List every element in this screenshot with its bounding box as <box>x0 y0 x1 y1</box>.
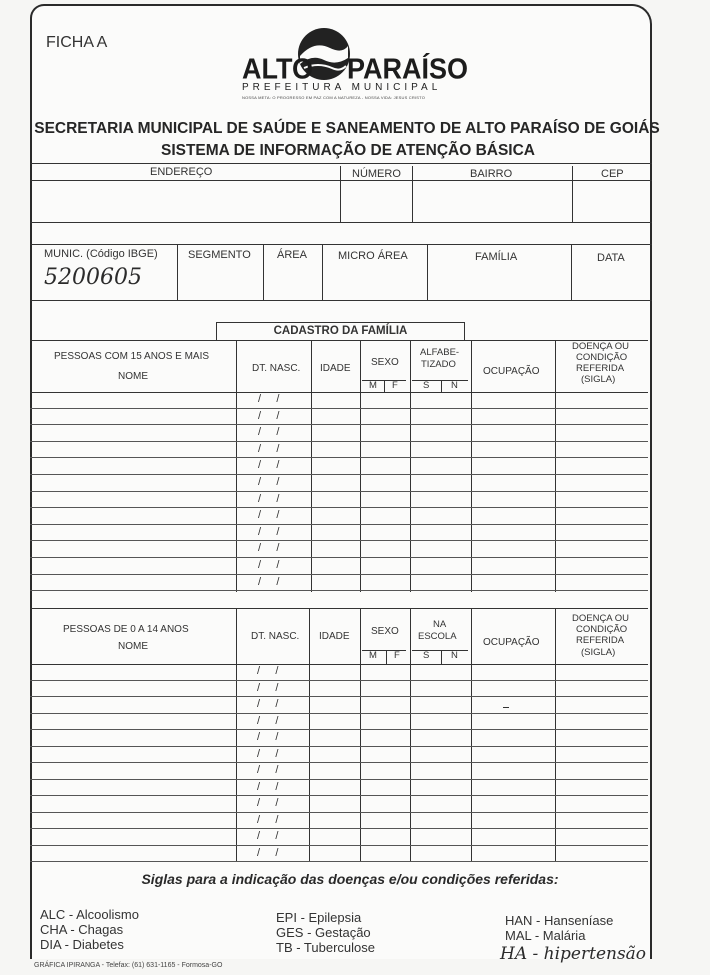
legend-item-cha: CHA - Chagas <box>40 922 124 937</box>
adults-dtnasc-label: DT. NASC. <box>252 363 301 374</box>
children-s-label: S <box>423 650 430 661</box>
adult-row[interactable] <box>30 475 648 492</box>
child-row[interactable] <box>30 780 648 797</box>
adult-row[interactable] <box>30 492 648 509</box>
divider <box>386 650 387 664</box>
adults-alfa-label-2: TIZADO <box>421 359 456 370</box>
adults-f-label: F <box>392 380 398 391</box>
adult-date-mark: / / <box>258 426 280 439</box>
child-date-mark: / / <box>257 797 279 809</box>
logo-subtitle: PREFEITURA MUNICIPAL <box>242 82 442 93</box>
children-f-label: F <box>394 650 400 661</box>
logo-word-alto: ALTO <box>242 53 313 85</box>
adults-n-label: N <box>451 380 458 391</box>
logo-word-paraiso: PARAÍSO <box>347 53 469 85</box>
adult-date-mark: / / <box>258 409 280 422</box>
child-date-mark: / / <box>257 731 279 743</box>
children-doenca-label-4: (SIGLA) <box>581 647 616 658</box>
child-date-mark: / / <box>257 698 279 710</box>
familia-label: FAMÍLIA <box>475 251 518 263</box>
children-escola-label-2: ESCOLA <box>418 631 457 642</box>
child-row[interactable] <box>30 846 648 863</box>
children-ocupacao-label: OCUPAÇÃO <box>483 637 540 648</box>
child-row[interactable] <box>30 747 648 764</box>
legend-item-dia: DIA - Diabetes <box>40 937 124 952</box>
adult-row[interactable] <box>30 508 648 525</box>
adult-date-mark: / / <box>258 509 280 522</box>
legend-item-mal: MAL - Malária <box>505 928 586 943</box>
stray-dash <box>503 707 509 708</box>
adult-row[interactable] <box>30 541 648 558</box>
children-doenca-label-1: DOENÇA OU <box>572 613 630 624</box>
child-date-mark: / / <box>257 714 279 727</box>
adults-ocupacao-label: OCUPAÇÃO <box>483 366 540 377</box>
adults-pessoas-label: PESSOAS COM 15 ANOS E MAIS <box>54 351 210 362</box>
cadastro-title: CADASTRO DA FAMÍLIA <box>273 325 408 337</box>
divider <box>427 244 428 300</box>
divider <box>30 300 652 301</box>
divider <box>412 380 468 381</box>
legend-title: Siglas para a indicação das doenças e/ou condições referidas: <box>141 871 559 887</box>
adult-row[interactable] <box>30 558 648 575</box>
adult-row[interactable] <box>30 442 648 459</box>
children-sexo-label: SEXO <box>371 626 399 637</box>
children-n-label: N <box>451 650 458 661</box>
adult-date-mark: / / <box>258 393 280 405</box>
logo-motto: NOSSA META: O PROGRESSO EM PAZ COM A NATUREZA - NOSSA VIDA: JESUS CRISTO <box>242 95 426 100</box>
children-idade-label: IDADE <box>319 631 350 642</box>
child-row[interactable] <box>30 714 648 731</box>
divider <box>30 244 652 245</box>
adults-s-label: S <box>423 380 430 391</box>
child-date-mark: / / <box>257 813 279 826</box>
adult-date-mark: / / <box>258 442 280 455</box>
numero-field[interactable] <box>341 181 411 221</box>
adults-idade-label: IDADE <box>320 363 351 374</box>
cep-field[interactable] <box>573 181 651 221</box>
adult-date-mark: / / <box>258 459 280 472</box>
micro-area-label: MICRO ÁREA <box>338 250 408 262</box>
adults-alfa-label-1: ALFABE- <box>420 347 460 358</box>
numero-label: NÚMERO <box>352 168 401 180</box>
adult-date-mark: / / <box>258 492 280 505</box>
divider <box>177 244 178 300</box>
form-subtitle: SISTEMA DE INFORMAÇÃO DE ATENÇÃO BÁSICA <box>160 142 535 159</box>
adult-date-mark: / / <box>258 525 280 538</box>
children-dtnasc-label: DT. NASC. <box>251 631 300 642</box>
children-m-label: M <box>369 650 377 661</box>
legend-item-alc: ALC - Alcoolismo <box>40 907 139 922</box>
children-nome-label: NOME <box>118 641 148 652</box>
munic-ibge-value[interactable]: 5200605 <box>44 265 142 290</box>
adult-row[interactable] <box>30 425 648 442</box>
divider <box>441 650 442 664</box>
children-escola-label-1: NA <box>433 619 447 630</box>
printer-footer: GRÁFICA IPIRANGA - Telefax: (61) 631-1165 - Formosa-GO <box>34 962 223 969</box>
ficha-label: FICHA A <box>46 34 108 51</box>
divider <box>322 244 323 300</box>
child-row[interactable] <box>30 829 648 846</box>
divider <box>30 163 652 164</box>
child-row[interactable] <box>30 813 648 830</box>
adults-doenca-label-1: DOENÇA OU <box>572 341 630 352</box>
child-row[interactable] <box>30 763 648 780</box>
divider <box>441 380 442 392</box>
child-date-mark: / / <box>257 681 279 694</box>
adults-doenca-label-2: CONDIÇÃO <box>576 352 628 363</box>
adult-row[interactable] <box>30 575 648 592</box>
divider <box>30 222 652 223</box>
adults-nome-label: NOME <box>118 371 148 382</box>
segmento-label: SEGMENTO <box>188 249 251 261</box>
child-row[interactable] <box>30 796 648 813</box>
child-date-mark: / / <box>257 665 279 677</box>
child-date-mark: / / <box>257 747 279 760</box>
divider <box>571 244 572 300</box>
child-date-mark: / / <box>257 764 279 776</box>
divider <box>384 380 385 392</box>
bairro-field[interactable] <box>413 181 571 221</box>
legend-item-han: HAN - Hanseníase <box>505 913 614 928</box>
children-pessoas-label: PESSOAS DE 0 A 14 ANOS <box>63 624 189 635</box>
adult-date-mark: / / <box>258 476 280 488</box>
child-date-mark: / / <box>257 780 279 793</box>
legend-item-ha-handwritten: HA - hipertensão <box>500 944 647 964</box>
adult-date-mark: / / <box>258 559 280 571</box>
form-title: SECRETARIA MUNICIPAL DE SAÚDE E SANEAMENTO DE ALTO PARAÍSO DE GOIÁS <box>34 120 660 137</box>
adults-doenca-label-4: (SIGLA) <box>581 374 616 385</box>
area-label: ÁREA <box>277 249 307 261</box>
adult-date-mark: / / <box>258 542 280 555</box>
child-row[interactable] <box>30 730 648 747</box>
adult-date-mark: / / <box>258 575 280 588</box>
municipal-logo <box>240 24 469 102</box>
children-doenca-label-3: REFERIDA <box>576 635 625 646</box>
adults-doenca-label-3: REFERIDA <box>576 363 625 374</box>
child-row[interactable] <box>30 681 648 698</box>
legend-item-tb: TB - Tuberculose <box>276 940 375 955</box>
endereco-field[interactable] <box>32 181 339 221</box>
bairro-label: BAIRRO <box>470 168 513 180</box>
child-row[interactable] <box>30 664 648 681</box>
adult-row[interactable] <box>30 392 648 409</box>
adult-row[interactable] <box>30 525 648 542</box>
divider <box>412 650 468 651</box>
adult-row[interactable] <box>30 409 648 426</box>
adults-m-label: M <box>369 380 377 391</box>
cep-label: CEP <box>601 168 624 180</box>
legend-item-epi: EPI - Epilepsia <box>276 910 362 925</box>
adult-row[interactable] <box>30 458 648 475</box>
child-row[interactable] <box>30 697 648 714</box>
child-date-mark: / / <box>257 830 279 842</box>
data-label: DATA <box>597 252 625 264</box>
endereco-label: ENDEREÇO <box>150 166 213 178</box>
children-doenca-label-2: CONDIÇÃO <box>576 624 628 635</box>
munic-label: MUNIC. (Código IBGE) <box>44 248 158 260</box>
legend-item-ges: GES - Gestação <box>276 925 371 940</box>
divider <box>263 244 264 300</box>
child-date-mark: / / <box>257 846 279 859</box>
adults-sexo-label: SEXO <box>371 357 399 368</box>
